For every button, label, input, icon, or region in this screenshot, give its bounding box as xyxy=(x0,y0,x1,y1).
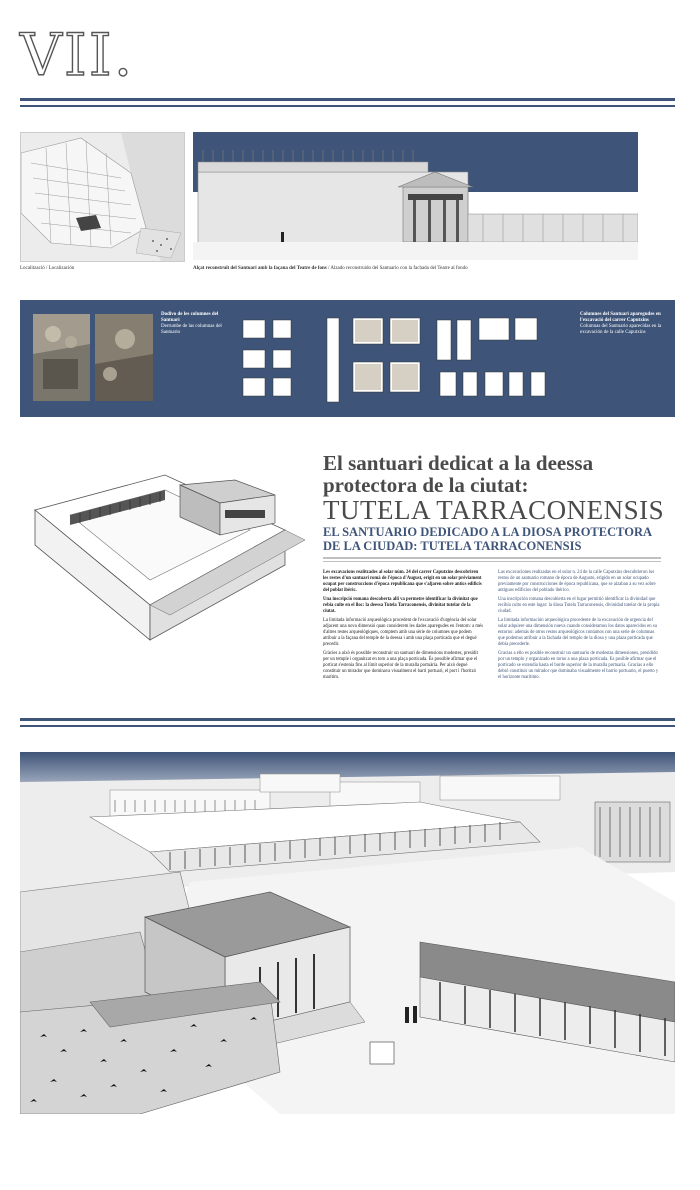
paragraph-ca-4: Gràcies a això és possible reconstruir un santuari de dimensions modestes, presidit per un temple i organitzat en torn a una plaça porticada. És possible afirmar que el porticat s'estenia fins al límit superior de la muralla portuària. Per això degué constituir un mirador que dominava visualment el barri portuari, el port i l'horitzó marítim. xyxy=(323,651,478,680)
city-reconstruction-render xyxy=(20,752,675,1114)
band-caption-left-bold: Dodivo de les columnes del Santuari xyxy=(161,312,219,323)
band-caption-right-rest: Columnas del Santuario aparecidas en la excavación de la calle Caputxins xyxy=(580,324,662,335)
band-caption-right-bold: Columnes del Santuari aparegudes en l'excavació del carrer Caputxins xyxy=(580,312,661,323)
band-caption-left xyxy=(161,312,236,336)
title-rule-2 xyxy=(323,561,661,562)
paragraph-es-4: Gracias a ello es posible reconstruir un santuario de modestas dimensiones, presidido por un templo y organizado en torno a una plaza porticada. Es posible afirmar que el porticado se extendía hasta el borde superior de la muralla portuaria. Gracias a ello debió constituir un mirador que dominaba visualmente el barrio portuario, el puerto y el horizonte marítimo. xyxy=(498,651,659,680)
middle-rule xyxy=(20,718,675,721)
top-rule xyxy=(20,98,675,101)
paragraph-ca-1: Les excavacions realitzades al solar núm. 24 del carrer Caputxins descobriren les restes d'un santuari romà de l'època d'August, erigit en un solar prèviament ocupat per construccions d'època republicana que s'aljaren sobre antics edificis del poblat ibèric. xyxy=(323,570,482,593)
paragraph-ca-3: La limitada informació arqueològica procedent de l'excavació d'urgència del solar adjacent una nova dimensió quan considerem les dades aparegudes en l'entorn: a més d'altres restes arqueològiques, comptem amb una sèrie de columnes que podem atribuir a la façana del temple de la deessa i amb una plaça porticada que el degué precedir. xyxy=(323,618,483,647)
column-drawings xyxy=(235,310,575,410)
body-text-catalan xyxy=(323,570,483,684)
location-map xyxy=(20,132,185,262)
excavation-photo-2 xyxy=(95,314,153,401)
body-text-spanish xyxy=(498,570,661,684)
caption-elevation-bold: Alçat reconstruït del Santuari amb la façana del Teatre de fons xyxy=(193,266,327,271)
paragraph-ca-2: Una inscripció romana descoberta allí va permetre identificar la divinitat que rebia culte en el lloc: la deessa Tutela Tarraconensis, divinitat tutelar de la ciutat. xyxy=(323,597,478,614)
top-rule-2 xyxy=(20,105,675,107)
elevation-drawing xyxy=(193,132,638,260)
paragraph-es-3: La limitada información arqueológica procedente de la excavación de urgencia del solar adquiere una dimensión nueva cuando consideramos los datos aparecidos en su entorno: además de otros restos arqueológicos contamos con una serie de columnas que podemos atribuir a la fachada del templo de la diosa y una plaza porticada que debía precederle. xyxy=(498,618,657,647)
title-spanish: EL SANTUARIO DEDICADO A LA DIOSA PROTECTORA DE LA CIUDAD: TUTELA TARRACONENSIS xyxy=(323,525,652,553)
caption-location: Localització / Localización xyxy=(20,266,75,271)
band-caption-left-rest: Derrumbe de las columnas del Santuario xyxy=(161,324,222,335)
paragraph-es-1: Las excavaciones realizadas en el solar n. 24 de la calle Caputxins descubrieron los restos de un santuario romano de época de Augusto, erigido en un solar ocupado previamente por construcciones de época republicana, que se alzaban a su vez sobre antiguos edificios del poblado ibérico. xyxy=(498,570,656,593)
sanctuary-axonometry xyxy=(30,455,315,645)
title-catalan: El santuari dedicat a la deessa protectora de la ciutat: xyxy=(323,451,594,497)
band-caption-right xyxy=(580,312,670,336)
paragraph-es-2: Una inscripción romana descubierta en el lugar permitió identificar la divinidad que recibía culto en este lugar: la diosa Tutela Tarraconensis, divinidad tutelar de la propia ciudad. xyxy=(498,597,660,614)
title-tutela: TUTELA TARRACONENSIS xyxy=(323,495,665,525)
chapter-numeral: VII. xyxy=(20,21,135,89)
title-rule xyxy=(323,557,661,559)
middle-rule-2 xyxy=(20,725,675,727)
caption-elevation-rest: / Alzado reconstruido del Santuario con la fachada del Teatre al fondo xyxy=(326,266,468,271)
excavation-photo-1 xyxy=(33,314,90,401)
caption-elevation xyxy=(193,266,638,271)
columns-band xyxy=(20,300,675,417)
